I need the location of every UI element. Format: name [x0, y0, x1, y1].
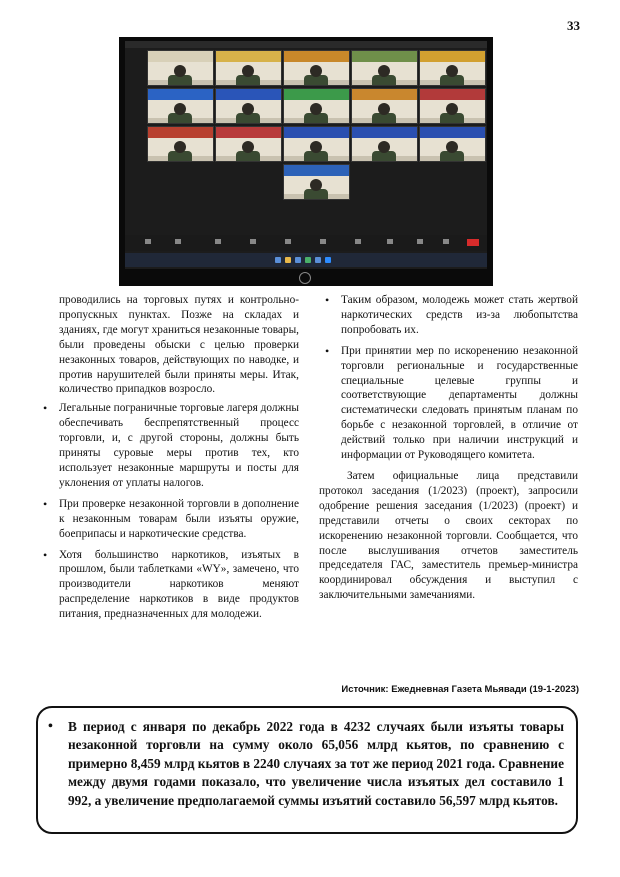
participant-tile — [147, 88, 214, 124]
end-meeting-icon — [467, 239, 479, 246]
right-bullet-2: • При принятии мер по искоренению незаконной торговли региональные и государственные специальные целевые группы и соответствующие департаменты должны систематически следовать принятым планам по борьбе с незаконной торговлей, в отличие от действий только при наличии инструкций и информации от Руководящего комитета. — [319, 344, 578, 463]
source-citation: Источник: Ежедневная Газета Мьявади (19-1-2023) — [341, 684, 579, 695]
participant-tile — [351, 50, 418, 86]
left-intro-paragraph: проводились на торговых путях и контрольно-пропускных пунктах. Позже на складах и зданиях, где могут храниться незаконные товары, были проведены обыски с целью проверки незаконных товаров, действующих по наводке, и против нарушителей были приняты меры. Итак, количество припадков возросло. — [59, 294, 299, 396]
right-column — [319, 293, 578, 607]
participant-tile — [283, 50, 350, 86]
monitor-screen — [125, 41, 487, 269]
participant-tile — [419, 126, 486, 162]
participant-tile — [283, 164, 350, 200]
participant-tile — [351, 126, 418, 162]
windows-taskbar — [125, 253, 487, 267]
participant-tile — [215, 50, 282, 86]
right-paragraph: Затем официальные лица представили протокол заседания (1/2023) (проект), запросили одобрение решения заседания (1/2023) (проект) и представили отчеты о своих секторах по искоренению незаконной торговли. Сообщается, что после выслушивания отчетов заместитель председателя ГАС, заместитель премьер-министра координировал обсуждения и выступил с заключительными замечаниями. — [319, 469, 578, 602]
participant-tile — [419, 50, 486, 86]
participant-tile — [215, 88, 282, 124]
zoom-title-bar — [125, 41, 487, 48]
page-number: 33 — [567, 18, 580, 33]
participant-tile — [147, 50, 214, 86]
hp-logo-icon — [299, 272, 311, 284]
bullet-icon: • — [48, 719, 53, 734]
highlight-text: В период с января по декабрь 2022 года в 4232 случаях были изъяты товары незаконной торговли на сумму около 65,056 млрд кьятов, по сравнению с примерно 8,459 млрд кьятов в 2240 случаях за тот же период 2021 года. Сравнение между двумя годами показало, что увеличение числа изъятых дел составило 1 992, а увеличение предполагаемой суммы изъятий составило 56,597 млрд кьятов. — [68, 719, 564, 808]
video-conference-photo — [119, 37, 493, 286]
participant-tile — [283, 126, 350, 162]
participant-tile — [419, 88, 486, 124]
highlight-box — [36, 706, 578, 834]
zoom-toolbar — [125, 235, 487, 251]
right-bullet-1: • Таким образом, молодежь может стать жертвой наркотических средств из-за любопытства попробовать их. — [319, 293, 578, 338]
left-column — [37, 293, 299, 628]
left-bullet-1: • Легальные пограничные торговые лагеря должны обеспечивать беспрепятственный процесс торговли, и, с другой стороны, должны быть приняты суровые меры против тех, кто использует незаконные маршруты и посты для уклонения от уплаты налогов. — [37, 401, 299, 490]
participant-tile — [283, 88, 350, 124]
left-bullet-3: • Хотя большинство наркотиков, изъятых в прошлом, были таблетками «WY», замечено, что производители наркотиков меняют распределение наркотиков в виде продуктов питания, предназначенных для молодежи. — [37, 548, 299, 623]
left-bullet-2: • При проверке незаконной торговли в дополнение к незаконным товарам были изъяты оружие, боеприпасы и наркотические средства. — [37, 497, 299, 542]
participant-tile — [351, 88, 418, 124]
participant-tile — [147, 126, 214, 162]
participant-tile — [215, 126, 282, 162]
